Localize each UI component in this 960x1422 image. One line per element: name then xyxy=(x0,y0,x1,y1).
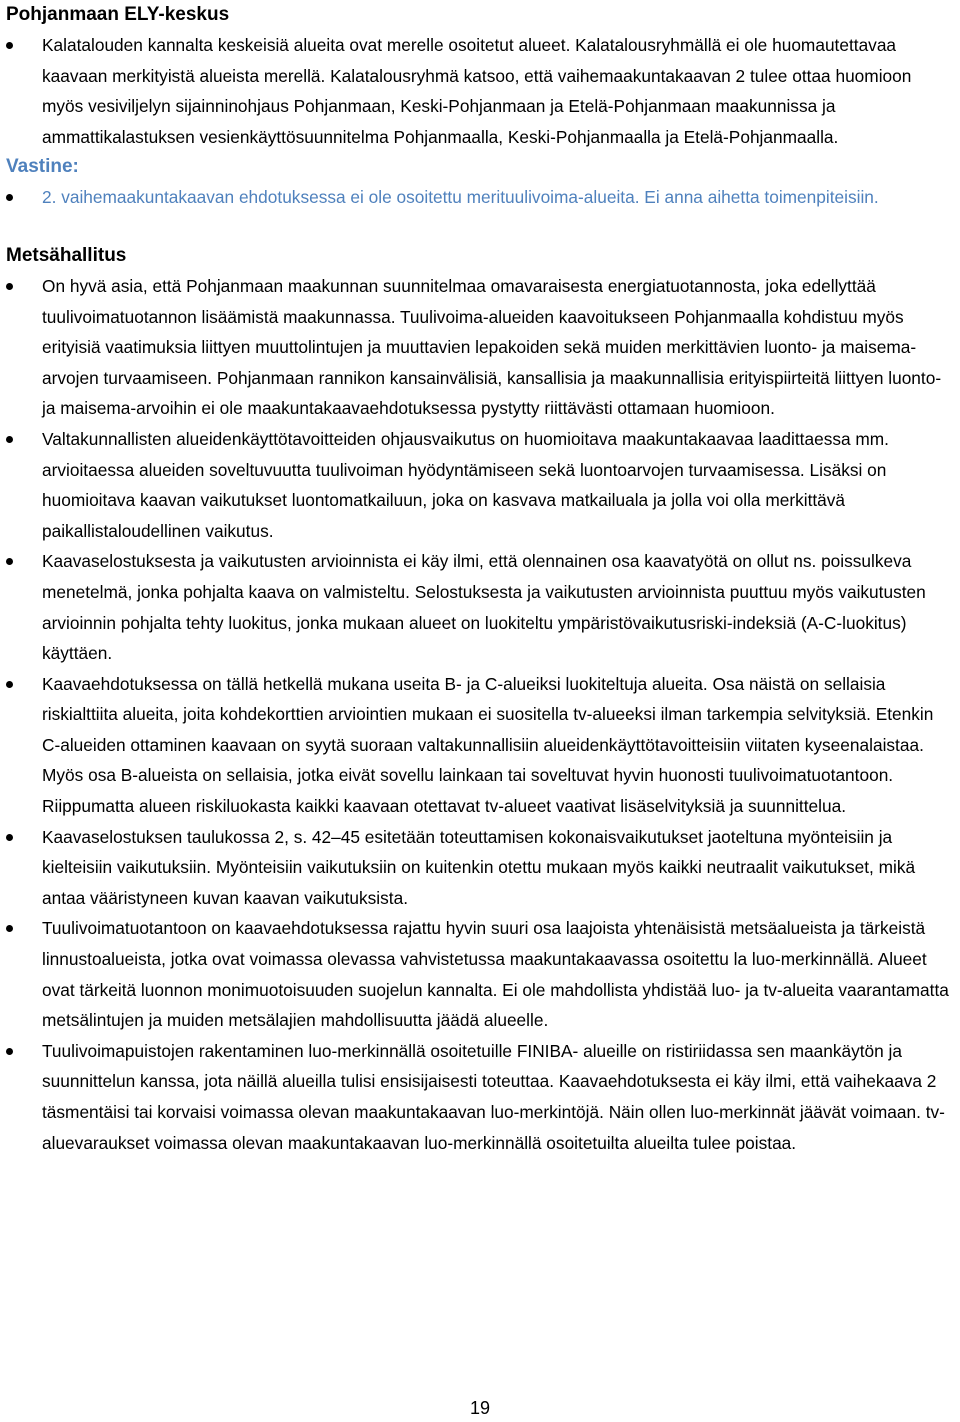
ely-list xyxy=(6,30,956,152)
list-item xyxy=(6,424,956,546)
bullet-icon xyxy=(6,834,13,841)
response-label: Vastine: xyxy=(6,156,79,178)
list-item-text: Kaavaselostuksen taulukossa 2, s. 42–45 esitetään toteuttamisen kokonaisvaikutukset jaoteltuna myönteisiin ja kielteisiin vaikutuksiin. Myönteisiin vaikutuksiin on kuitenkin otettu mukaan myös kaikki neutraalit vaikutukset, mikä antaa vääristyneen kuvan kaavan vaikutuksista. xyxy=(42,826,916,908)
response-item xyxy=(6,182,956,213)
list-item-text: Tuulivoimapuistojen rakentaminen luo-merkinnällä osoitetuille FINIBA- alueille on ristiriidassa sen maankäytön ja suunnittelun kanssa, jota näillä alueilla tulisi ensisijaisesti toteuttaa. Kaavaehdotuksesta ei käy ilmi, että vaihekaava 2 täsmentäisi tai korvaisi voimassa olevan maakuntakaavan luo-merkintöjä. Näin ollen luo-merkinnät jäävät voimaan. tv-aluevaraukset voimassa olevan maakuntakaavan luo-merkinnällä osoitetuilta alueilta tulee poistaa. xyxy=(42,1040,945,1153)
bullet-icon xyxy=(6,1048,13,1055)
list-item-text: Tuulivoimatuotantoon on kaavaehdotuksessa rajattu hyvin suuri osa laajoista yhtenäisistä metsäalueista ja tärkeistä linnustoalueista, jotka ovat voimassa olevassa vahvistetussa maakuntakaavassa osoitettu la luo-merkinnällä. Alueet ovat tärkeitä luonnon monimuotoisuuden suojelun kannalta. Ei ole mahdollista yhdistää luo- ja tv-alueita vaarantamatta metsälintujen ja muiden metsälajien mahdollisuutta jäädä alueelle. xyxy=(42,918,949,1031)
bullet-icon xyxy=(6,925,13,932)
list-item xyxy=(6,30,956,152)
list-item-text: Kaavaehdotuksessa on tällä hetkellä mukana useita B- ja C-alueiksi luokiteltuja alueita. Osa näistä on sellaisia riskialttiita alueita, joita kohdekorttien arviointien mukaan ei suositella tv-alueeksi ilman tarkempia selvityksiä. Etenkin C-alueiden ottaminen kaavaan on syytä suoraan valtakunnallisiin alueidenkäyttötavoitteisiin viitaten kyseenalaistaa. Myös osa B-alueista on sellaisia, jotka eivät sovellu lainkaan tai soveltuvat hyvin huonosti tuulivoimatuotantoon. Riippumatta alueen riskiluokasta kaikki kaavaan otettavat tv-alueet vaativat lisäselvityksiä ja suunnittelua. xyxy=(42,673,934,817)
list-item xyxy=(6,271,956,424)
list-item xyxy=(6,913,956,1035)
list-item-text: On hyvä asia, että Pohjanmaan maakunnan suunnitelmaa omavaraisesta energiatuotannosta, joka edellyttää tuulivoimatuotannon lisäämistä maakunnassa. Tuulivoima-alueiden kaavoitukseen Pohjanmaalla kohdistuu myös erityisiä vaatimuksia liittyen muuttolintujen ja muuttavien lepakoiden sekä muiden merkittävien luonto- ja maisema-arvojen turvaamiseen. Pohjanmaan rannikon kansainvälisiä, kansallisia ja maakunnallisia erityispiirteitä liittyen luonto- ja maisema-arvoihin ei ole maakuntakaavaehdotuksessa pystytty riittävästi ottamaan huomioon. xyxy=(42,275,942,419)
list-item xyxy=(6,546,956,668)
bullet-icon xyxy=(6,436,13,443)
metsahallitus-list xyxy=(6,271,956,1158)
bullet-icon xyxy=(6,194,13,201)
bullet-icon xyxy=(6,681,13,688)
section-title-metsahallitus: Metsähallitus xyxy=(6,244,127,266)
document-page xyxy=(6,0,956,1158)
response-list xyxy=(6,182,956,213)
list-item-text: Valtakunnallisten alueidenkäyttötavoitteiden ohjausvaikutus on huomioitava maakuntakaavaa laadittaessa mm. arvioitaessa alueiden soveltuvuutta tuulivoiman hyödyntämiseen sekä luontoarvojen turvaamisessa. Lisäksi on huomioitava kaavan vaikutukset luontomatkailuun, joka on kasvava matkailuala ja jolla voi olla merkittävä paikallistaloudellinen vaikutus. xyxy=(42,428,889,541)
page-number: 19 xyxy=(469,1398,491,1418)
bullet-icon xyxy=(6,558,13,565)
bullet-icon xyxy=(6,283,13,290)
list-item-text: Kaavaselostuksesta ja vaikutusten arvioinnista ei käy ilmi, että olennainen osa kaavatyötä on ollut ns. poissulkeva menetelmä, jonka pohjalta kaava on valmisteltu. Selostuksesta ja vaikutusten arvioinnista puuttuu myös vaikutusten arvioinnin pohjalta tehty luokitus, jonka mukaan alueet on luokiteltu ympäristövaikutusriski-indeksiä (A-C-luokitus) käyttäen. xyxy=(42,551,926,664)
list-item xyxy=(6,822,956,914)
section-title-ely: Pohjanmaan ELY-keskus xyxy=(6,4,230,25)
list-item xyxy=(6,669,956,822)
bullet-icon xyxy=(6,42,13,49)
list-item-text: Kalatalouden kannalta keskeisiä alueita ovat merelle osoitetut alueet. Kalatalousryhmällä ei ole huomautettavaa kaavaan merkityistä alueista merellä. Kalatalousryhmä katsoo, että vaihemaakuntakaavan 2 tulee ottaa huomioon myös vesiviljelyn sijainninohjaus Pohjanmaan, Keski-Pohjanmaan ja Etelä-Pohjanmaan maakunnissa ja ammattikalastuksen vesienkäyttösuunnitelma Pohjanmaalla, Keski-Pohjanmaalla ja Etelä-Pohjanmaalla. xyxy=(42,35,912,147)
response-item-text: 2. vaihemaakuntakaavan ehdotuksessa ei ole osoitettu merituulivoima-alueita. Ei anna aihetta toimenpiteisiin. xyxy=(42,187,879,208)
list-item xyxy=(6,1036,956,1158)
